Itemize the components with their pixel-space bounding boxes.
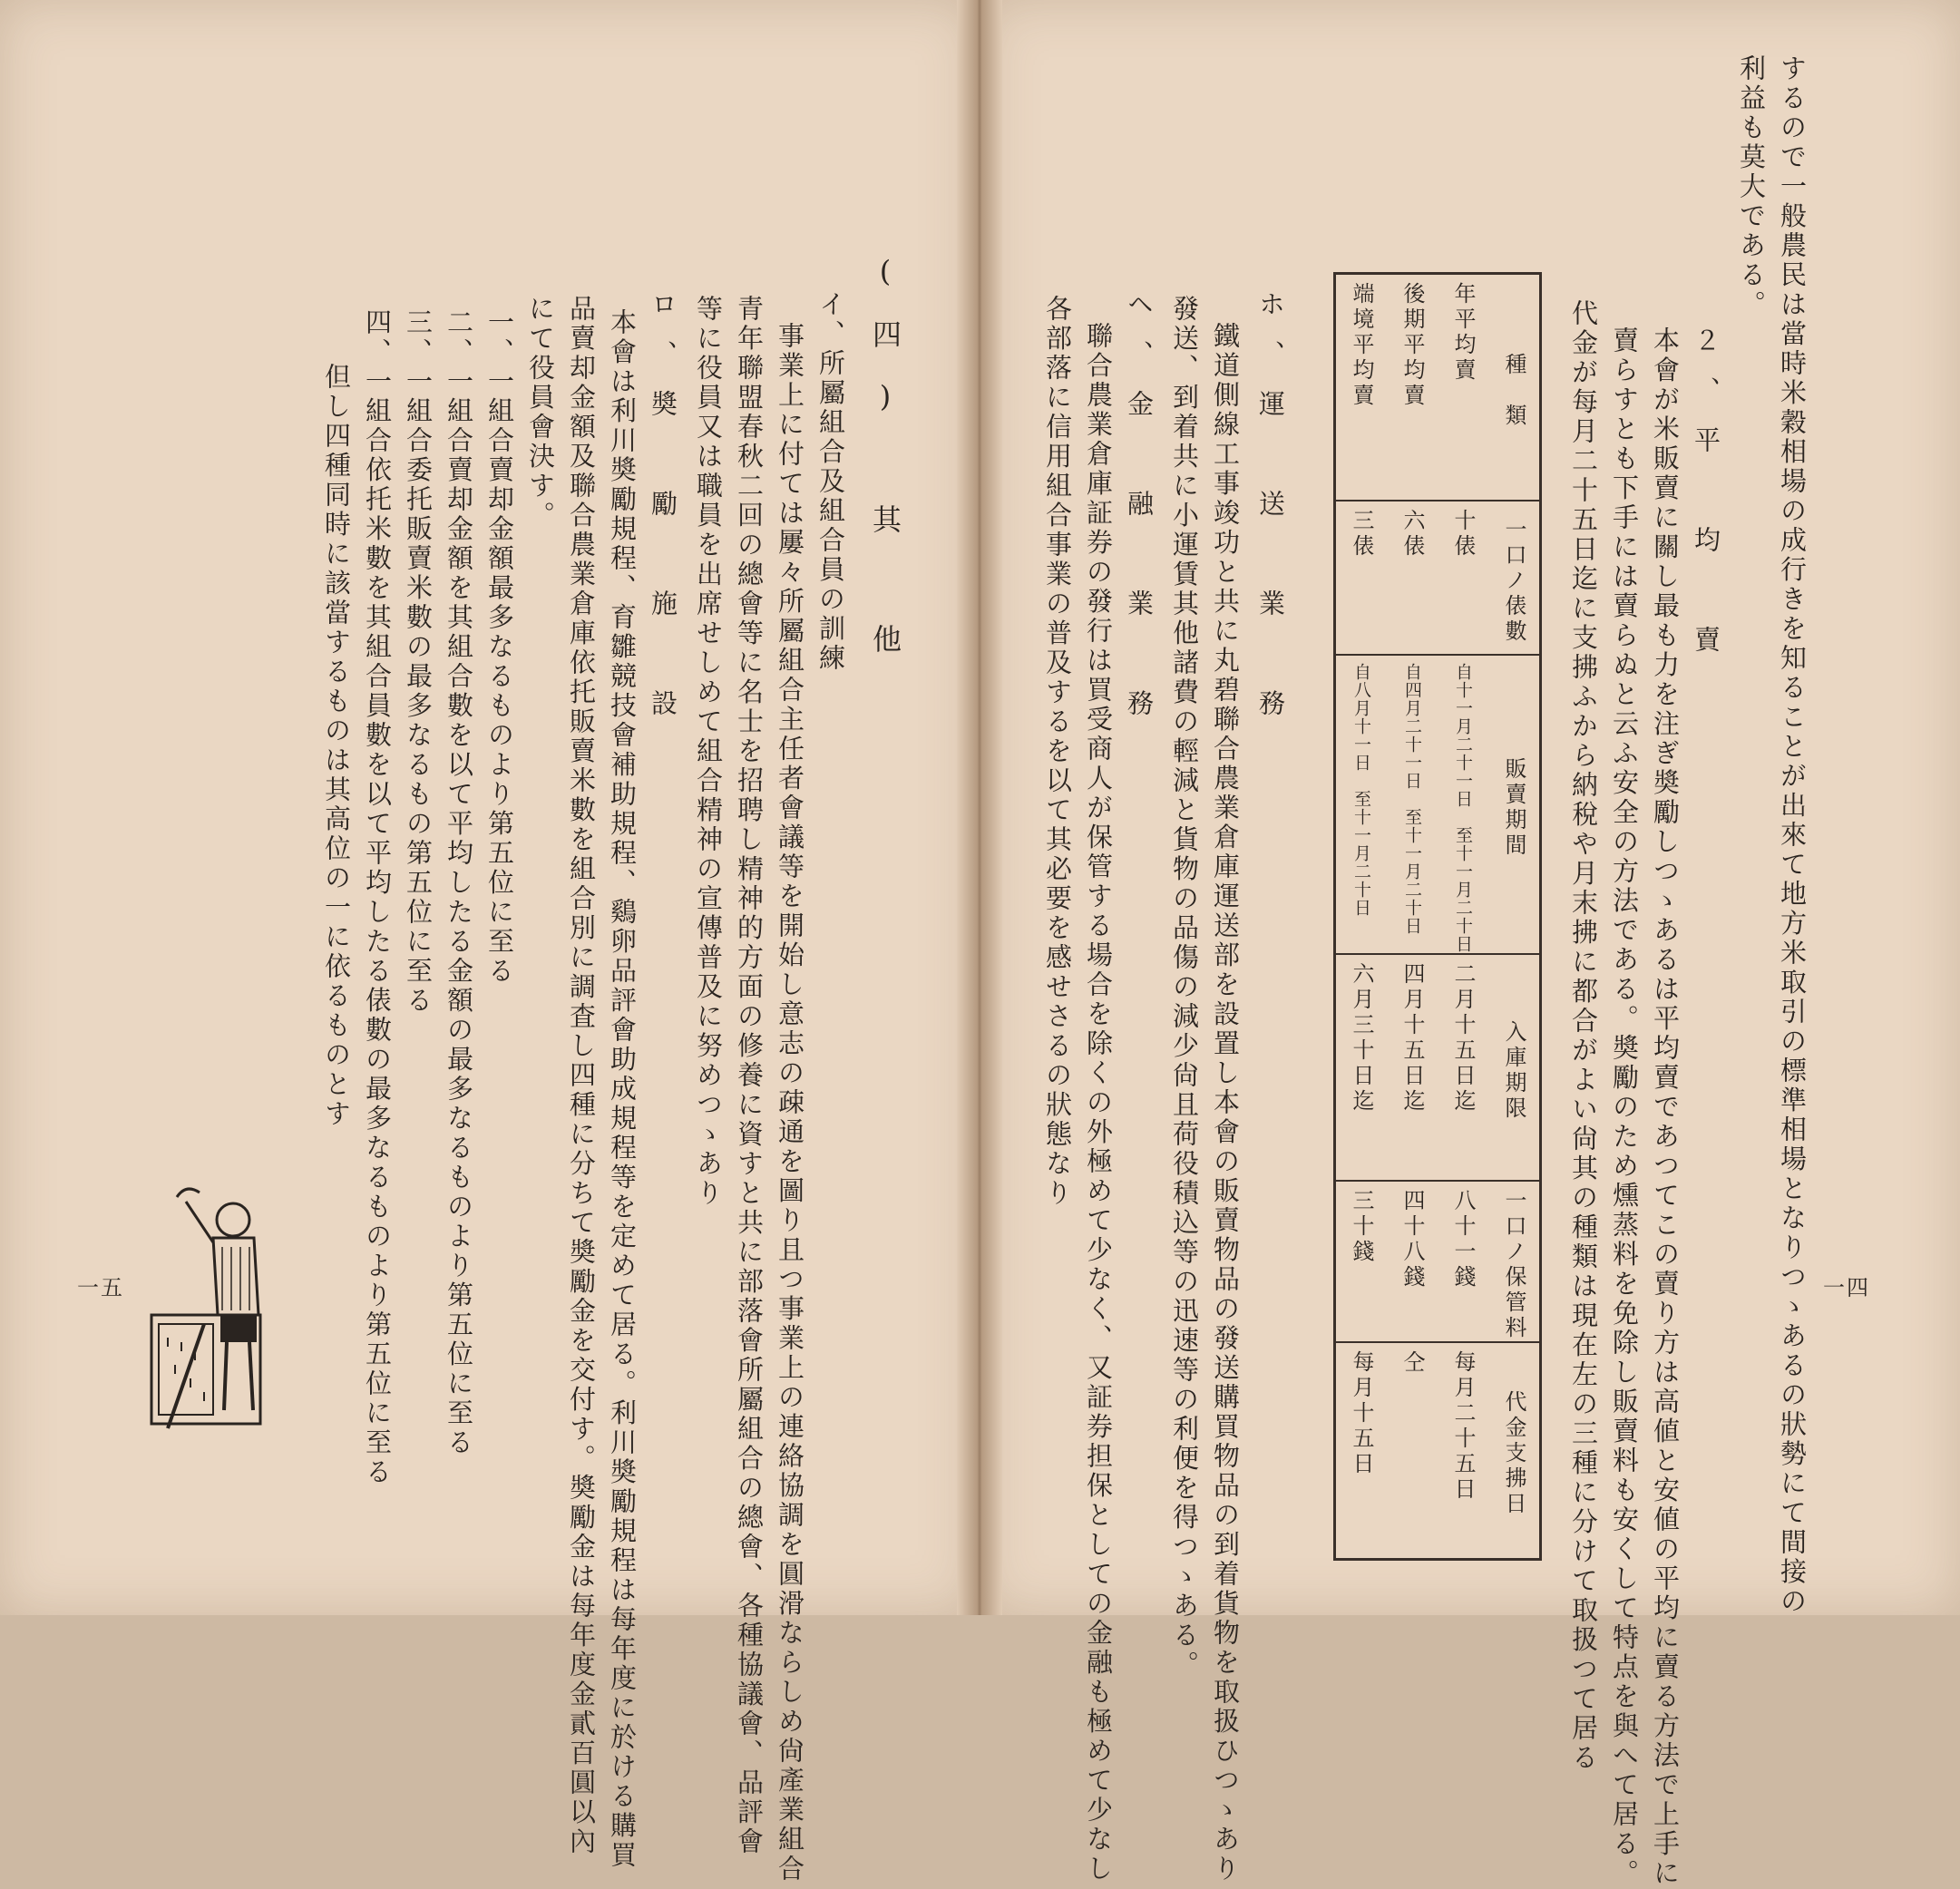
text-line: 等に役員又は職員を出席せしめて組合精神の宣傳普及に努めつゝあり (693, 295, 724, 1209)
section-title: (四) 其 他 (868, 254, 902, 684)
text-line: 聯合農業倉庫証券の發行は買受商人が保管する場合を除くの外極めて少なく、又証券担保としての金融も極めて少なし (1083, 322, 1114, 1884)
list-item: 三、一組合委托販賣米數の最多なるもの第五位に至る (403, 308, 434, 1016)
table-cell: 八十一錢 (1450, 1188, 1476, 1290)
text-line: 青年聯盟春秋二回の總會等に名士を招聘し精神的方面の修養に資すと共に部落會所屬組合の總會、各種協議會、品評會 (734, 295, 765, 1857)
table-header: 一口ノ俵數 (1501, 517, 1526, 645)
table-cell: 三十錢 (1349, 1188, 1374, 1265)
table-header: 種 類 (1501, 352, 1526, 429)
list-item: 一、一組合賣却金額最多なるものより第五位に至る (484, 308, 515, 987)
table-cell: 六月三十日迄 (1349, 961, 1374, 1115)
table-cell: 四月十五日迄 (1399, 961, 1425, 1115)
text-line: 本會は利川奬勵規程、育雛競技會補助規程、鷄卵品評會助成規程等を定めて居る。利川奬勵規程は每年度に於ける購買 (607, 308, 638, 1871)
section-heading: ２、平 均 賣 (1691, 326, 1721, 676)
farmer-illustration (150, 1179, 295, 1433)
table-cell: 六俵 (1399, 508, 1425, 560)
text-line: 發送、到着共に小運賃其他諸費の輕減と貨物の品傷の減少尙且荷役積込等の迅速等の利便を得つゝある。 (1169, 295, 1200, 1680)
table-cell: 自八月十一日 至十一月二十日 (1351, 662, 1371, 917)
table-header: 入庫期限 (1501, 1019, 1526, 1122)
text-line: にて役員會決す。 (525, 295, 556, 531)
section-heading: ホ、運 送 業 務 (1255, 290, 1286, 739)
text-line: するので一般農民は當時米穀相場の成行きを知ることが出來て地方米取引の標準相場となりつゝあるの狀勢にて間接の (1777, 54, 1808, 1617)
section-heading: イ、所屬組合及組合員の訓練 (815, 290, 846, 674)
section-heading: ロ、奬 勵 施 設 (648, 290, 678, 739)
table-header: 代金支拂日 (1501, 1390, 1526, 1518)
note-line: 但し四種同時に該當するものは其高位の一に依るものとす (321, 363, 352, 1129)
table-cell: 三俵 (1349, 508, 1374, 560)
text-line: 鐵道側線工事竣功と共に丸碧聯合農業倉庫運送部を設置し本會の販賣物品の發送購買物品の到着貨物を取扱ひつゝあり (1210, 322, 1241, 1884)
table-cell: 自十一月二十一日 至十一月二十日 (1453, 662, 1473, 953)
table-cell: 每月二十五日 (1450, 1349, 1476, 1503)
text-line: 賣らすとも下手には賣らぬと云ふ安全の方法である。奬勵のため燻蒸料を免除し販賣料も安くして特点を與へて居る。 (1609, 326, 1640, 1889)
text-line: 事業上に付ては屢々所屬組合主任者會議等を開始し意志の疎通を圖り且つ事業上の連絡協調を圓滑ならしめ尙產業組合 (775, 322, 805, 1884)
table-cell: 年平均賣 (1450, 282, 1476, 384)
table-header: 販賣期間 (1501, 756, 1526, 859)
text-line: 各部落に信用組合事業の普及するを以て其必要を感せさるの狀態なり (1042, 295, 1073, 1209)
table-cell: 仝 (1399, 1349, 1425, 1376)
list-item: 二、一組合賣却金額を其組合數を以て平均したる金額の最多なるものより第五位に至る (444, 308, 474, 1458)
table-cell: 四十八錢 (1399, 1188, 1425, 1290)
table-cell: 自四月二十一日 至十一月二十日 (1402, 662, 1422, 935)
table-cell: 後期平均賣 (1399, 282, 1425, 409)
table-cell: 二月十五日迄 (1450, 961, 1476, 1115)
text-line: 本會が米販賣に關し最も力を注ぎ奬勵しつゝあるは平均賣であつてこの賣り方は高値と安値の平均に賣る方法で上手に (1650, 326, 1681, 1889)
page-number-left: 一五 (77, 1275, 124, 1300)
page-number-right: 一四 (1823, 1275, 1870, 1300)
text-line: 利益も莫大である。 (1736, 54, 1767, 320)
sales-table (1333, 272, 1542, 1561)
table-cell: 十俵 (1450, 508, 1476, 560)
text-line: 代金が每月二十五日迄に支拂ふから納稅や月末拂に都合がよい尙其の種類は現在左の三種に分けて取扱つて居る (1568, 299, 1599, 1773)
table-cell: 端境平均賣 (1349, 282, 1374, 409)
book-gutter (957, 0, 1002, 1615)
table-cell: 每月十五日 (1349, 1349, 1374, 1477)
text-line: 品賣却金額及聯合農業倉庫依托販賣米數を組合別に調査し四種に分ちて奬勵金を交付す。奬勵金は每年度金貳百圓以內 (566, 295, 597, 1857)
list-item: 四、一組合依托米數を其組合員數を以て平均したる俵數の最多なるものより第五位に至る (362, 308, 393, 1487)
section-heading: ヘ、金 融 業 務 (1124, 290, 1155, 739)
table-header: 一口ノ保管料 (1501, 1188, 1526, 1341)
